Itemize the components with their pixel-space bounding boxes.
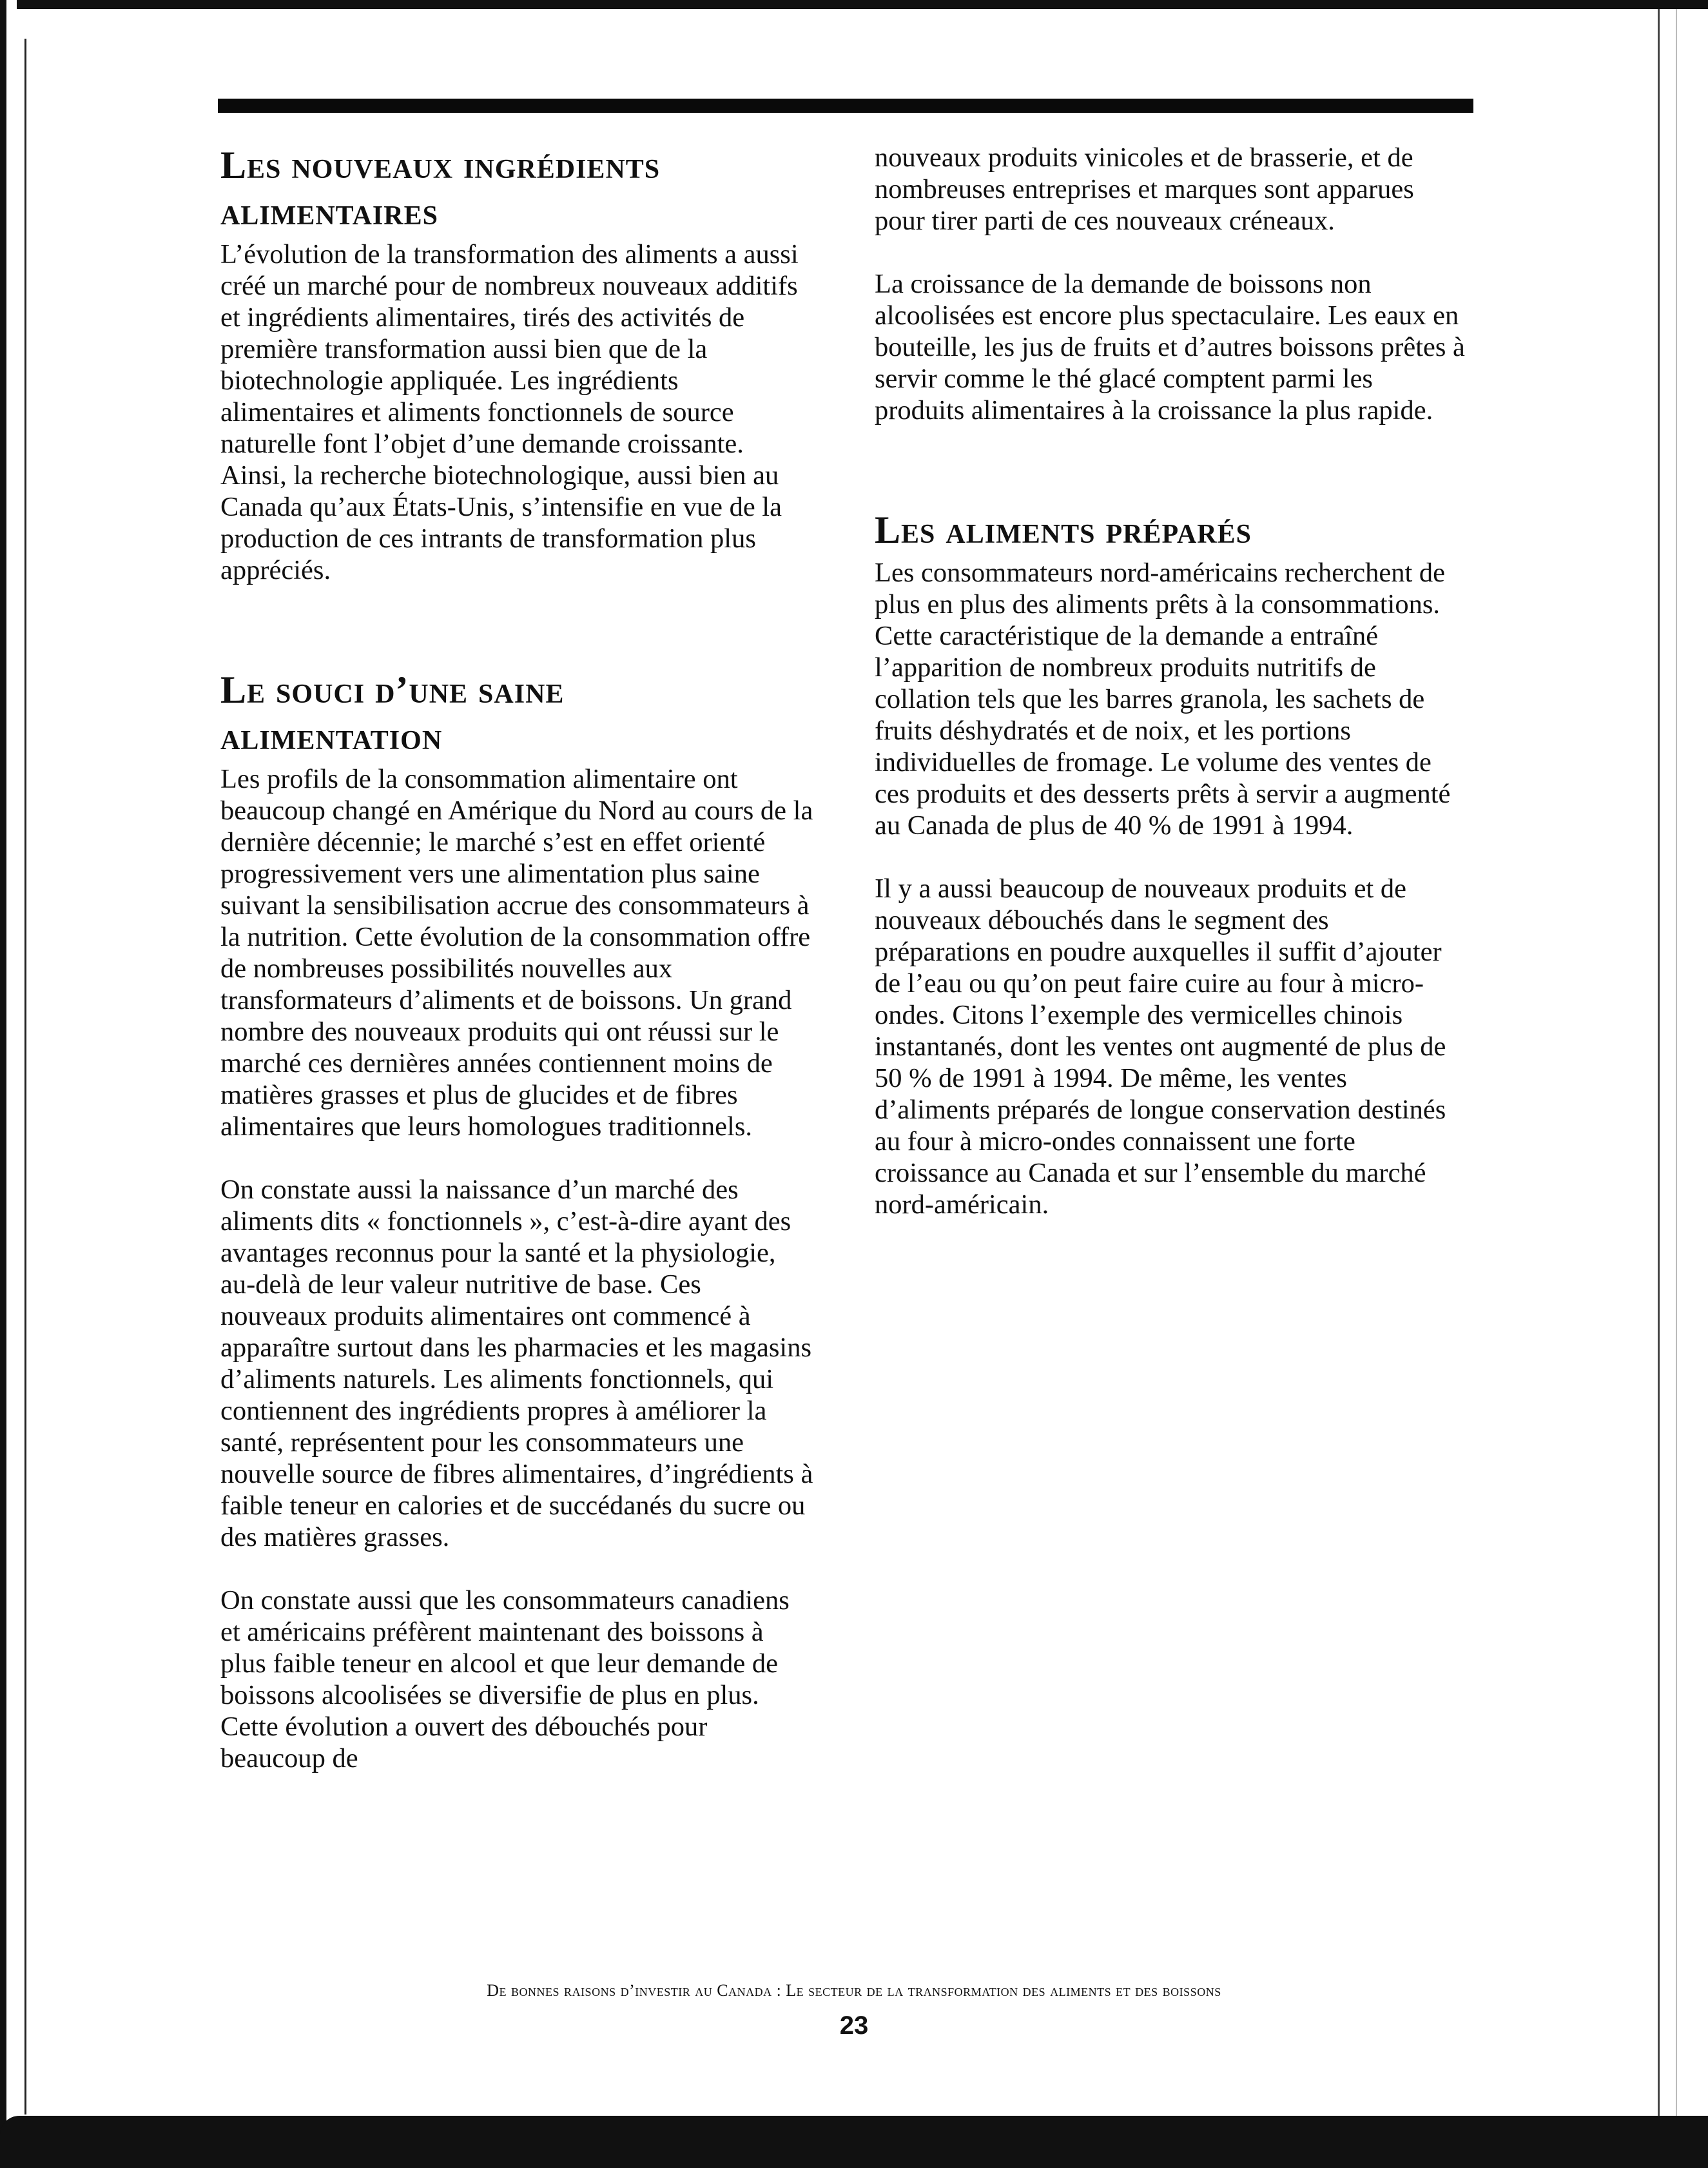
header-rule [218, 99, 1473, 113]
right-column [875, 142, 1468, 1220]
scan-edge-right-line [1658, 9, 1660, 2116]
left-column [220, 142, 813, 1774]
scan-edge-left-line [24, 39, 26, 2114]
paragraph-spacer [875, 841, 1468, 873]
scan-edge-top [0, 0, 1708, 9]
paragraph-beverages: La croissance de la demande de boissons non alcoolisées est encore plus spectaculaire. Les eaux en bouteille, les jus de fruits et d’autres boissons prêtes à servir comme le thé glacé comptent parmi les produits alimentaires à la croissance la plus rapide. [875, 269, 1465, 425]
scan-edge-right-faint-line [1676, 9, 1677, 2116]
section-heading-prepared-foods: Les aliments préparés [875, 509, 1252, 551]
paragraph-healthy-eating-3: On constate aussi que les consommateurs canadiens et américains préfèrent maintenant des boissons à plus faible teneur en alcool et que leur demande de boissons alcoolisées se diversifie de plus en plus. Cette évolution a ouvert des débouchés pour beaucoup de [220, 1585, 790, 1773]
paragraph-continuation: nouveaux produits vinicoles et de brasserie, et de nombreuses entreprises et marques sont apparues pour tirer parti de ces nouveaux créneaux. [875, 142, 1414, 236]
paragraph-healthy-eating-1: Les profils de la consommation alimentaire ont beaucoup changé en Amérique du Nord au cours de la dernière décennie; le marché s’est en effet orienté progressivement vers une alimentation plus saine suivant la sensibilisation accrue des consommateurs à la nutrition. Cette évolution de la consommation offre de nombreuses possibilités nouvelles aux transformateurs d’aliments et de boissons. Un grand nombre des nouveaux produits qui ont réussi sur le marché ces dernières années contiennent moins de matières grasses et plus de glucides et de fibres alimentaires que leurs homologues traditionnels. [220, 764, 813, 1142]
paragraph-prepared-foods-2: Il y a aussi beaucoup de nouveaux produits et de nouveaux débouchés dans le segment des préparations en poudre auxquelles il suffit d’ajouter de l’eau ou qu’on peut faire cuire au four à micro-ondes. Citons l’exemple des vermicelles chinois instantanés, dont les ventes ont augmenté de plus de 50 % de 1991 à 1994. De même, les ventes d’aliments préparés de longue conservation destinés au four à micro-ondes connaissent une forte croissance au Canada et sur l’ensemble du marché nord-américain. [875, 874, 1446, 1220]
paragraph-spacer [220, 1553, 813, 1585]
paragraph-spacer [220, 1142, 813, 1174]
footer-publication-title: De bonnes raisons d’investir au Canada : Le secteur de la transformation des aliments et des boissons [487, 1981, 1221, 2000]
section-heading-ingredients: Les nouveaux ingrédients alimentaires [220, 144, 661, 233]
section-spacer [875, 426, 1468, 507]
page-number: 23 [839, 2011, 869, 2040]
paragraph-prepared-foods-1: Les consommateurs nord-américains recherchent de plus en plus des aliments prêts à la consommations. Cette caractéristique de la demande a entraîné l’apparition de nombreux produits nutritifs de collation tels que les barres granola, les sachets de fruits déshydratés et de noix, et les portions individuelles de fromage. Le volume des ventes de ces produits et des desserts prêts à servir a augmenté au Canada de plus de 40 % de 1991 à 1994. [875, 558, 1451, 841]
paragraph-spacer [875, 237, 1468, 268]
paragraph-healthy-eating-2: On constate aussi la naissance d’un marché des aliments dits « fonctionnels », c’est-à-dire ayant des avantages reconnus pour la santé et la physiologie, au-delà de leur valeur nutritive de base. Ces nouveaux produits alimentaires ont commencé à apparaître surtout dans les pharmacies et les magasins d’aliments naturels. Les aliments fonctionnels, qui contiennent des ingrédients propres à améliorer la santé, représentent pour les consommateurs une nouvelle source de fibres alimentaires, d’ingrédients à faible teneur en calories et de succédanés du sucre ou des matières grasses. [220, 1175, 813, 1552]
scan-edge-left [0, 0, 17, 2168]
section-spacer [220, 586, 813, 667]
scan-edge-bottom [0, 2116, 1708, 2168]
paragraph-ingredients: L’évolution de la transformation des aliments a aussi créé un marché pour de nombreux nouveaux additifs et ingrédients alimentaires, tirés des activités de première transformation aussi bien que de la biotechnologie appliquée. Les ingrédients alimentaires et aliments fonctionnels de source naturelle font l’objet d’une demande croissante. Ainsi, la recherche biotechnologique, aussi bien au Canada qu’aux États-Unis, s’intensifie en vue de la production de ces intrants de transformation plus appréciés. [220, 239, 799, 585]
section-heading-healthy-eating: Le souci d’une saine alimentation [220, 669, 565, 757]
